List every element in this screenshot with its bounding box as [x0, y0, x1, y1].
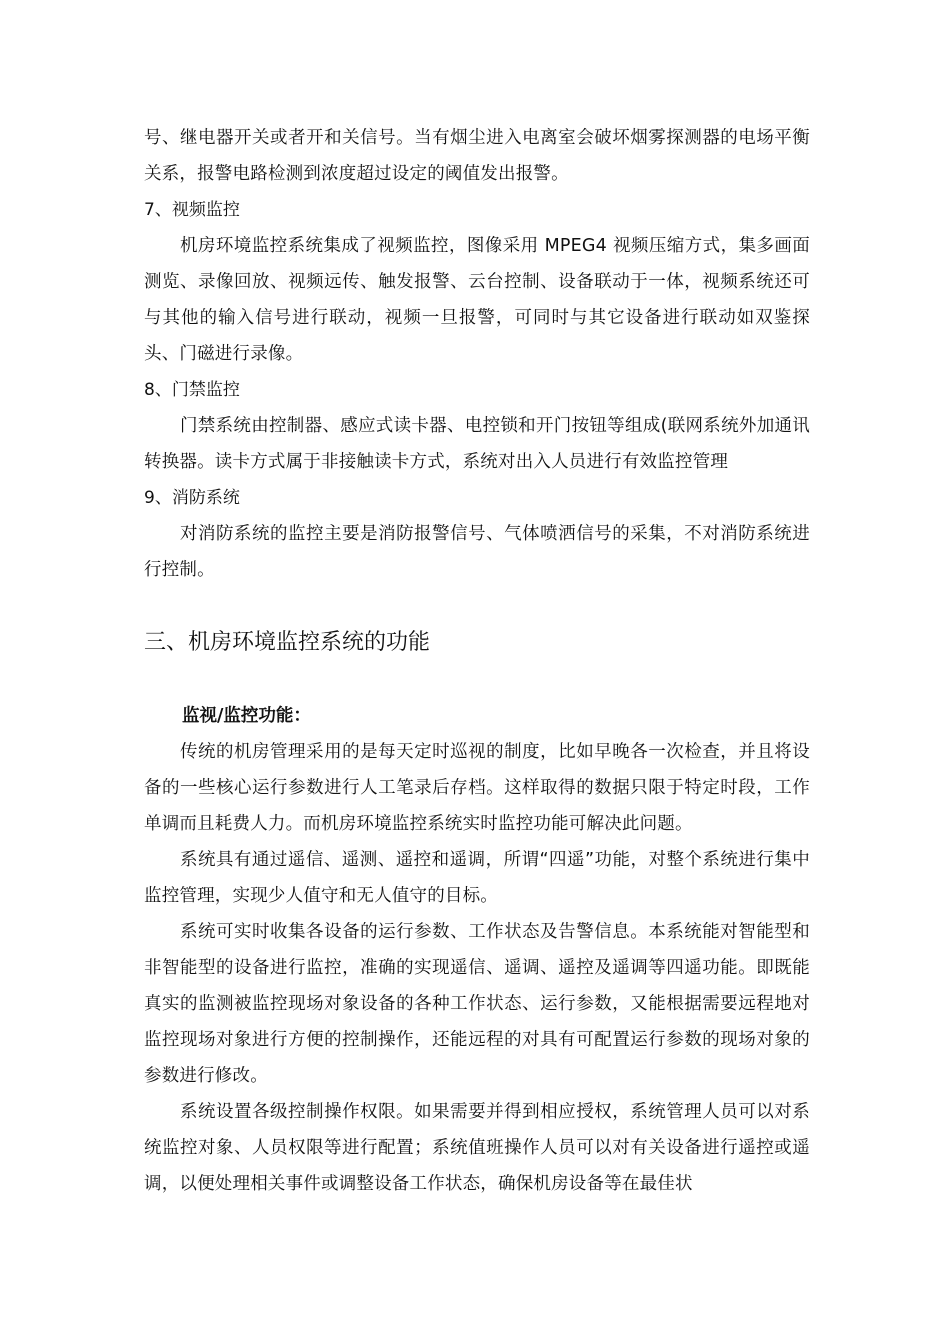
- function-paragraph-3: 系统可实时收集各设备的运行参数、工作状态及告警信息。本系统能对智能型和非智能型的设备进行监控，准确的实现遥信、遥调、遥控及遥调等四遥功能。即既能真实的监测被监控现场对象设备的各种工作状态、运行参数，又能根据需要远程地对监控现场对象进行方便的控制操作，还能远程的对具有可配置运行参数的现场对象的参数进行修改。: [144, 922, 810, 1086]
- item-7-heading: 7、视频监控: [144, 200, 240, 220]
- continued-paragraph: 号、继电器开关或者开和关信号。当有烟尘进入电离室会破坏烟雾探测器的电场平衡关系，报警电路检测到浓度超过设定的阈值发出报警。: [144, 128, 810, 184]
- item-8-heading: 8、门禁监控: [144, 380, 240, 400]
- item-7-paragraph: 机房环境监控系统集成了视频监控，图像采用 MPEG4 视频压缩方式，集多画面测览、录像回放、视频远传、触发报警、云台控制、设备联动于一体，视频系统还可与其他的输入信号进行联动，视频一旦报警，可同时与其它设备进行联动如双鉴探头、门磁进行录像。: [144, 236, 810, 364]
- function-paragraph-4: 系统设置各级控制操作权限。如果需要并得到相应授权，系统管理人员可以对系统监控对象、人员权限等进行配置；系统值班操作人员可以对有关设备进行遥控或遥调，以便处理相关事件或调整设备工作状态，确保机房设备等在最佳状: [144, 1102, 810, 1194]
- document-body: [144, 120, 810, 1202]
- function-paragraph-2: 系统具有通过遥信、遥测、遥控和遥调，所谓“四遥”功能，对整个系统进行集中监控管理，实现少人值守和无人值守的目标。: [144, 850, 810, 906]
- subsection-title: 监视/监控功能：: [182, 706, 311, 726]
- item-9-heading: 9、消防系统: [144, 488, 240, 508]
- function-paragraph-1: 传统的机房管理采用的是每天定时巡视的制度，比如早晚各一次检查，并且将设备的一些核心运行参数进行人工笔录后存档。这样取得的数据只限于特定时段，工作单调而且耗费人力。而机房环境监控系统实时监控功能可解决此问题。: [144, 742, 810, 834]
- item-9-paragraph: 对消防系统的监控主要是消防报警信号、气体喷洒信号的采集，不对消防系统进行控制。: [144, 524, 810, 580]
- item-8-paragraph: 门禁系统由控制器、感应式读卡器、电控锁和开门按钮等组成(联网系统外加通讯转换器。读卡方式属于非接触读卡方式，系统对出入人员进行有效监控管理: [144, 416, 810, 472]
- section-3-title: 三、机房环境监控系统的功能: [144, 630, 431, 655]
